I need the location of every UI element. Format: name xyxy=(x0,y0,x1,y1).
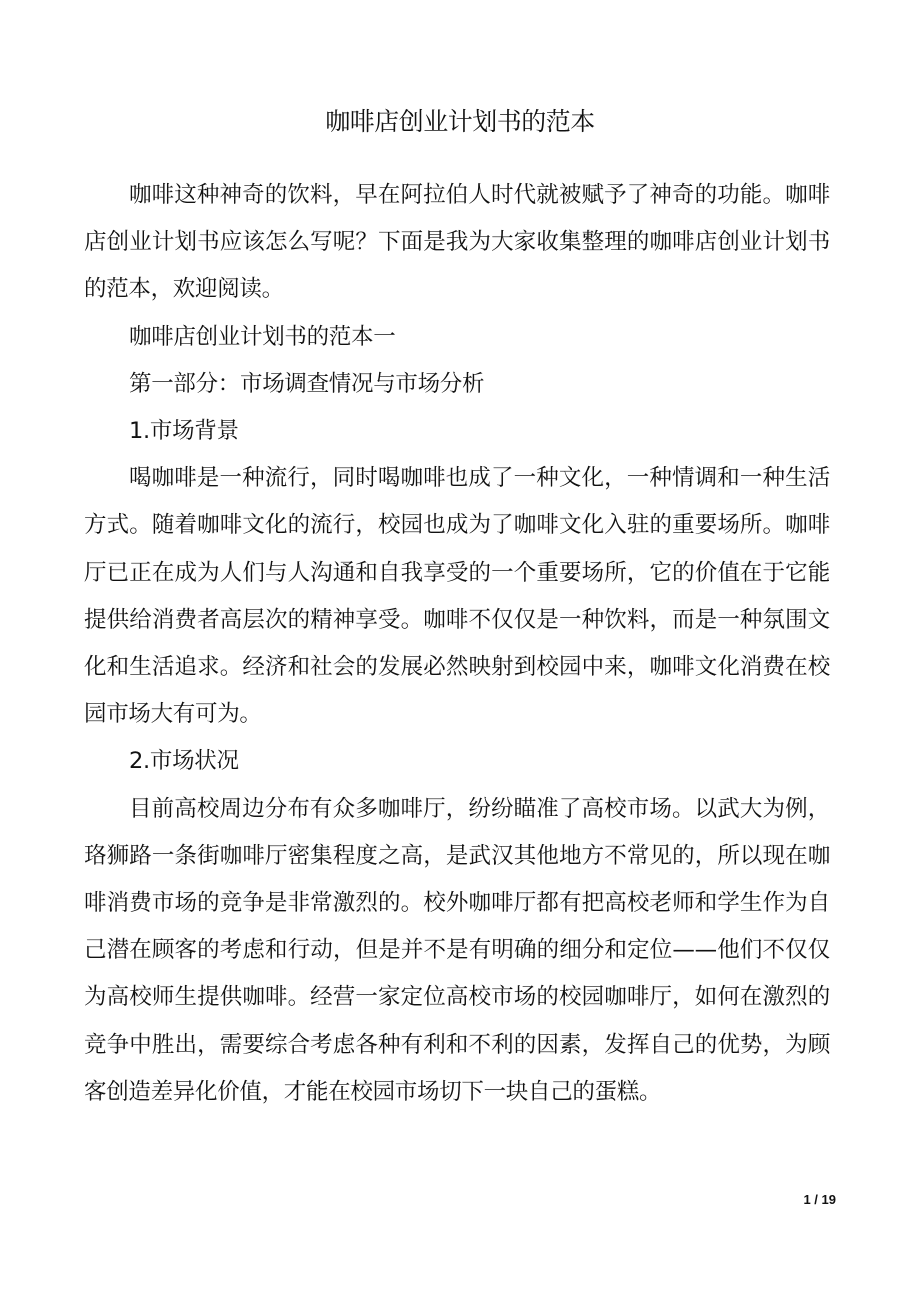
market-status-paragraph: 目前高校周边分布有众多咖啡厅，纷纷瞄准了高校市场。以武大为例，珞狮路一条街咖啡厅密集程度之高，是武汉其他地方不常见的，所以现在咖啡消费市场的竞争是非常激烈的。校外咖啡厅都有把高校老师和学生作为自己潜在顾客的考虑和行动，但是并不是有明确的细分和定位——他们不仅仅为高校师生提供咖啡。经营一家定位高校市场的校园咖啡厅，如何在激烈的竞争中胜出，需要综合考虑各种有利和不利的因素，发挥自己的优势，为顾客创造差异化价值，才能在校园市场切下一块自己的蛋糕。 xyxy=(84,795,830,1105)
section-heading-sample-one: 咖啡店创业计划书的范本一 xyxy=(129,323,396,350)
document-body xyxy=(84,172,830,1116)
intro-paragraph: 咖啡这种神奇的饮料，早在阿拉伯人时代就被赋予了神奇的功能。咖啡店创业计划书应该怎么写呢？下面是我为大家收集整理的咖啡店创业计划书的范本，欢迎阅读。 xyxy=(84,182,830,303)
subheading-market-background: 1.市场背景 xyxy=(129,418,239,445)
document-title: 咖啡店创业计划书的范本 xyxy=(325,107,595,136)
subheading-market-status: 2.市场状况 xyxy=(129,748,239,775)
page-number: 1 / 19 xyxy=(803,1192,836,1207)
market-background-paragraph: 喝咖啡是一种流行，同时喝咖啡也成了一种文化，一种情调和一种生活方式。随着咖啡文化的流行，校园也成为了咖啡文化入驻的重要场所。咖啡厅已正在成为人们与人沟通和自我享受的一个重要场所，它的价值在于它能提供给消费者高层次的精神享受。咖啡不仅仅是一种饮料，而是一种氛围文化和生活追求。经济和社会的发展必然映射到校园中来，咖啡文化消费在校园市场大有可为。 xyxy=(84,465,830,728)
part-heading-market-analysis: 第一部分：市场调查情况与市场分析 xyxy=(129,370,485,397)
